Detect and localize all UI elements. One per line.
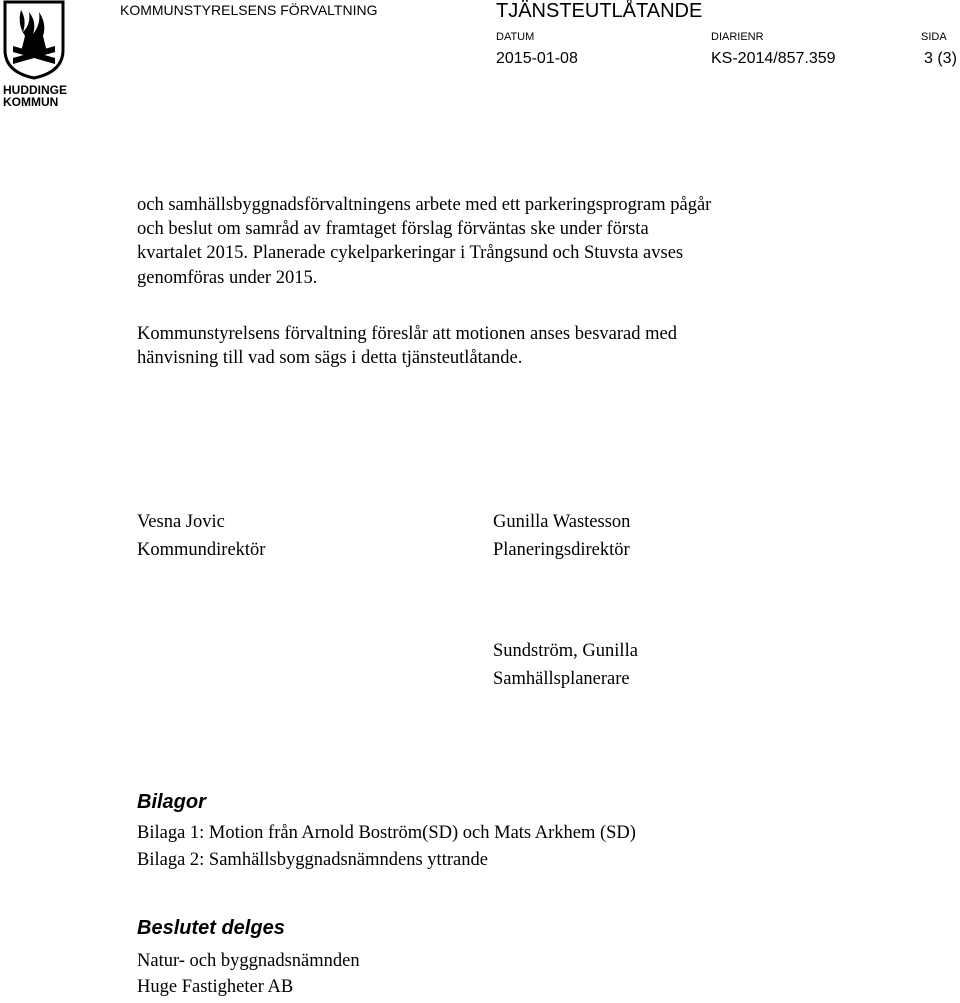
signature-name: Vesna Jovic — [137, 512, 225, 532]
body-paragraph-1 — [137, 193, 711, 290]
paragraph-line: och samhällsbyggnadsförvaltningens arbete med ett parkeringsprogram pågår — [137, 195, 712, 215]
logo-text-line1: HUDDINGE — [3, 83, 68, 97]
signature-right — [493, 508, 630, 564]
attachment-item: Bilaga 1: Motion från Arnold Boström(SD) och Mats Arkhem (SD) — [137, 823, 636, 843]
huddinge-crest-icon — [3, 0, 65, 80]
page-label: SIDA — [921, 31, 947, 43]
paragraph-line: och beslut om samråd av framtaget förslag förväntas ske under första — [137, 219, 649, 240]
date-label: DATUM — [496, 31, 535, 43]
diary-value: KS-2014/857.359 — [711, 50, 836, 67]
attachments-list — [137, 820, 636, 874]
paragraph-line: genomföras under 2015. — [137, 267, 318, 288]
paragraph-line: hänvisning till vad som sägs i detta tjänsteutlåtande. — [137, 348, 523, 369]
distribution-list — [137, 948, 360, 1000]
contact-person — [493, 637, 638, 693]
organization-name: KOMMUNSTYRELSENS FÖRVALTNING — [120, 2, 378, 18]
attachment-item: Bilaga 2: Samhällsbyggnadsnämndens yttrande — [137, 850, 488, 870]
logo-text-line2: KOMMUN — [3, 95, 59, 109]
distribution-heading: Beslutet delges — [137, 917, 285, 939]
signature-title: Kommundirektör — [137, 540, 266, 560]
body-paragraph-2 — [137, 322, 677, 370]
page-value: 3 (3) — [924, 50, 957, 67]
signature-name: Gunilla Wastesson — [493, 512, 631, 532]
document-type: TJÄNSTEUTLÅTANDE — [496, 0, 703, 22]
diary-label: DIARIENR — [711, 31, 764, 43]
contact-title: Samhällsplanerare — [493, 669, 630, 689]
distribution-item: Huge Fastigheter AB — [137, 977, 294, 997]
date-value: 2015-01-08 — [496, 50, 578, 67]
signature-left — [137, 508, 265, 564]
paragraph-line: Kommunstyrelsens förvaltning föreslår att motionen anses besvarad med — [137, 324, 677, 344]
contact-name: Sundström, Gunilla — [493, 641, 638, 661]
attachments-heading: Bilagor — [137, 791, 206, 813]
signature-title: Planeringsdirektör — [493, 540, 630, 560]
paragraph-line: kvartalet 2015. Planerade cykelparkeringar i Trångsund och Stuvsta avses — [137, 243, 684, 264]
municipality-logo — [3, 0, 68, 109]
distribution-item: Natur- och byggnadsnämnden — [137, 951, 360, 971]
